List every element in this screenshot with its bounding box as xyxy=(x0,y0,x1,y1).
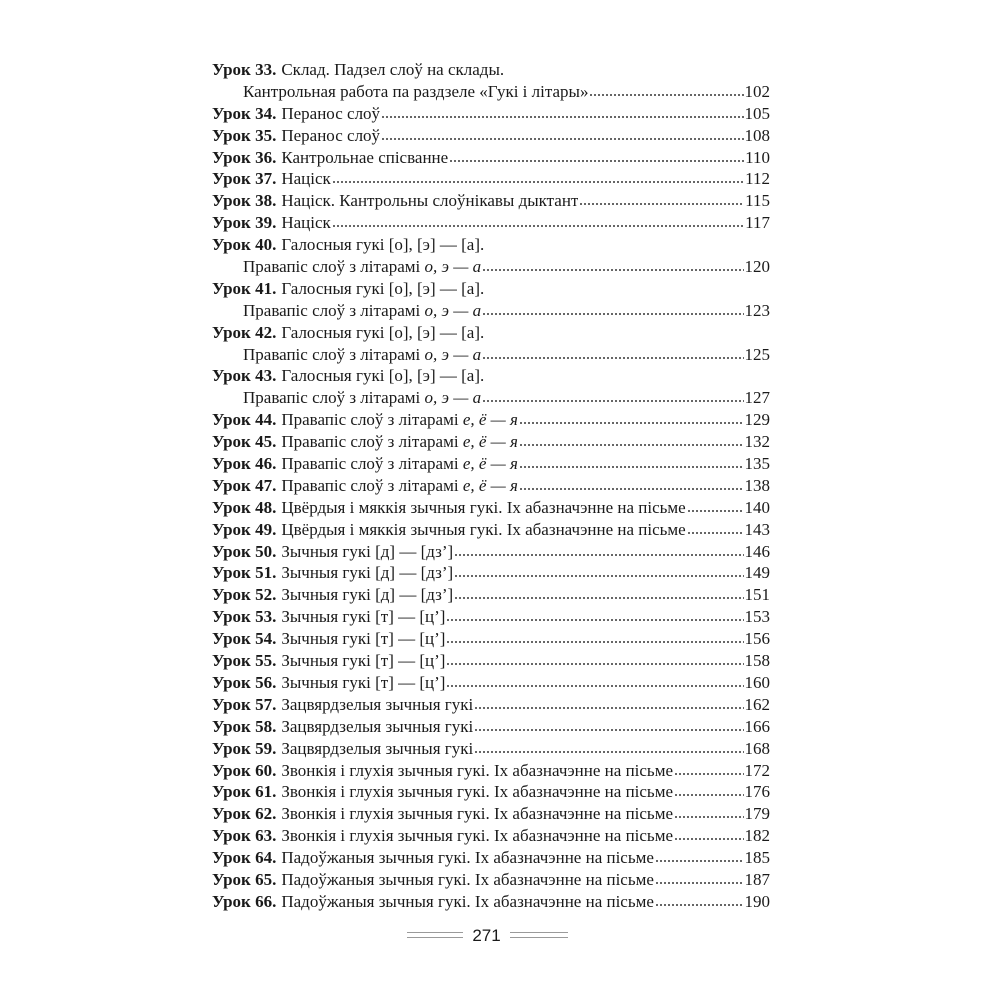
toc-entry xyxy=(212,606,770,628)
lesson-title-text: Правапіс слоў з літарамі xyxy=(281,410,459,430)
toc-entry xyxy=(212,190,770,212)
lesson-number: Урок 41. xyxy=(212,278,277,298)
page-ref: 112 xyxy=(745,169,770,189)
toc-entry xyxy=(212,147,770,169)
toc-entry xyxy=(212,475,770,497)
lesson-title-letters: е, ё — я xyxy=(462,410,518,430)
lesson-number: Урок 53. xyxy=(212,607,277,627)
toc-entry xyxy=(212,694,770,716)
lesson-title-text: Кантрольнае спісванне xyxy=(281,147,449,167)
lesson-title xyxy=(281,234,484,256)
lesson-number: Урок 60. xyxy=(212,760,277,780)
toc-entry xyxy=(212,738,770,760)
lesson-title xyxy=(281,409,518,431)
lesson-title xyxy=(281,650,445,672)
page-number: 271 xyxy=(472,926,501,945)
page-ref: 149 xyxy=(744,563,770,583)
dot-leader xyxy=(454,574,743,578)
lesson-title-text: Зацвярдзелыя зычныя гукі xyxy=(281,738,474,758)
toc-entry xyxy=(212,847,770,869)
toc-entry xyxy=(212,803,770,825)
page-ref: 108 xyxy=(744,125,770,145)
toc-entry xyxy=(212,891,770,913)
lesson-title xyxy=(281,891,654,913)
lesson-number: Урок 39. xyxy=(212,213,277,233)
lesson-title xyxy=(281,781,673,803)
lesson-title-text: Галосныя гукі [о], [э] — [а]. xyxy=(281,366,485,386)
lesson-title-letters: е, ё — я xyxy=(462,432,518,452)
page-ref: 151 xyxy=(744,585,770,605)
lesson-title xyxy=(281,365,484,387)
page-ref: 190 xyxy=(744,891,770,911)
toc-entry xyxy=(212,497,770,519)
lesson-title xyxy=(281,847,654,869)
lesson-title xyxy=(281,584,453,606)
toc-entry xyxy=(212,716,770,738)
lesson-title xyxy=(243,344,481,366)
lesson-title xyxy=(243,81,588,103)
dot-leader xyxy=(687,531,744,535)
page-ref: 102 xyxy=(744,81,770,101)
lesson-title-text: Зычныя гукі [д] — [дз’] xyxy=(281,585,454,605)
lesson-number: Урок 43. xyxy=(212,366,277,386)
lesson-title-text: Зычныя гукі [т] — [ц’] xyxy=(281,672,446,692)
toc-entry xyxy=(212,300,770,322)
lesson-title xyxy=(281,147,448,169)
dot-leader xyxy=(474,750,743,754)
lesson-number: Урок 56. xyxy=(212,672,277,692)
page-ref: 115 xyxy=(745,191,770,211)
lesson-title-text: Націск. Кантрольны слоўнікавы дыктант xyxy=(281,191,579,211)
lesson-number: Урок 61. xyxy=(212,782,277,802)
page-ref: 127 xyxy=(744,388,770,408)
page-ref: 187 xyxy=(744,869,770,889)
lesson-title xyxy=(281,760,673,782)
lesson-title-text: Правапіс слоў з літарамі xyxy=(243,388,421,408)
page-ref: 117 xyxy=(745,213,770,233)
lesson-title xyxy=(281,431,518,453)
lesson-title-text: Правапіс слоў з літарамі xyxy=(243,344,421,364)
toc-entry xyxy=(212,825,770,847)
page-ref: 166 xyxy=(744,716,770,736)
lesson-title xyxy=(243,387,481,409)
page-ref: 162 xyxy=(744,694,770,714)
toc-entry xyxy=(212,781,770,803)
lesson-title-text: Перанос слоў xyxy=(281,125,381,145)
toc-entry xyxy=(212,409,770,431)
toc-entry xyxy=(212,869,770,891)
lesson-title xyxy=(281,541,453,563)
lesson-number: Урок 50. xyxy=(212,541,277,561)
dot-leader xyxy=(332,180,744,184)
lesson-title xyxy=(281,825,673,847)
dot-leader xyxy=(482,399,743,403)
lesson-title-text: Правапіс слоў з літарамі xyxy=(281,454,459,474)
dot-leader xyxy=(446,684,743,688)
lesson-title xyxy=(281,562,453,584)
lesson-title xyxy=(243,256,481,278)
lesson-number: Урок 51. xyxy=(212,563,277,583)
dot-leader xyxy=(519,487,744,491)
page-ref: 153 xyxy=(744,607,770,627)
lesson-title-text: Галосныя гукі [о], [э] — [а]. xyxy=(281,322,485,342)
lesson-title xyxy=(281,694,473,716)
dot-leader xyxy=(482,356,743,360)
toc-entry xyxy=(212,322,770,344)
toc-entry xyxy=(212,125,770,147)
lesson-title-text: Звонкія і глухія зычныя гукі. Іх абазначэнне на пісьме xyxy=(281,782,673,802)
lesson-number: Урок 66. xyxy=(212,891,277,911)
dot-leader xyxy=(446,662,743,666)
dot-leader xyxy=(454,596,743,600)
lesson-title-text: Звонкія і глухія зычныя гукі. Іх абазначэнне на пісьме xyxy=(281,826,673,846)
lesson-title xyxy=(281,190,578,212)
lesson-number: Урок 37. xyxy=(212,169,277,189)
lesson-title-text: Падоўжаныя зычныя гукі. Іх абазначэнне на пісьме xyxy=(281,891,654,911)
dot-leader xyxy=(474,706,743,710)
page-ref: 160 xyxy=(744,672,770,692)
lesson-number: Урок 65. xyxy=(212,869,277,889)
page-ref: 125 xyxy=(744,344,770,364)
lesson-title-letters: е, ё — я xyxy=(462,454,518,474)
dot-leader xyxy=(674,815,744,819)
page-ref: 140 xyxy=(744,497,770,517)
lesson-title xyxy=(281,59,504,81)
page-ref: 182 xyxy=(744,826,770,846)
table-of-contents xyxy=(212,59,770,913)
lesson-number: Урок 34. xyxy=(212,103,277,123)
lesson-number: Урок 44. xyxy=(212,410,277,430)
dot-leader xyxy=(381,115,743,119)
lesson-title-text: Склад. Падзел слоў на склады. xyxy=(281,60,505,79)
toc-entry xyxy=(212,628,770,650)
lesson-number: Урок 45. xyxy=(212,432,277,452)
footer-rule-left xyxy=(407,932,463,938)
dot-leader xyxy=(674,772,744,776)
lesson-title-text: Звонкія і глухія зычныя гукі. Іх абазначэнне на пісьме xyxy=(281,760,673,780)
toc-entry xyxy=(212,562,770,584)
lesson-title-text: Галосныя гукі [о], [э] — [а]. xyxy=(281,235,485,255)
lesson-title xyxy=(281,453,518,475)
toc-entry xyxy=(212,584,770,606)
toc-entry xyxy=(212,81,770,103)
lesson-title xyxy=(281,716,473,738)
lesson-title xyxy=(281,212,330,234)
dot-leader xyxy=(519,443,744,447)
lesson-title xyxy=(281,125,380,147)
lesson-title-text: Падоўжаныя зычныя гукі. Іх абазначэнне на пісьме xyxy=(281,869,654,889)
lesson-title xyxy=(281,606,445,628)
dot-leader xyxy=(519,465,744,469)
dot-leader xyxy=(655,903,744,907)
page-ref: 185 xyxy=(744,848,770,868)
toc-entry xyxy=(212,672,770,694)
dot-leader xyxy=(579,202,744,206)
dot-leader xyxy=(674,837,744,841)
toc-entry xyxy=(212,453,770,475)
lesson-title-text: Звонкія і глухія зычныя гукі. Іх абазначэнне на пісьме xyxy=(281,804,673,824)
lesson-title-text: Зычныя гукі [д] — [дз’] xyxy=(281,563,454,583)
toc-entry xyxy=(212,650,770,672)
lesson-title-text: Зычныя гукі [т] — [ц’] xyxy=(281,651,446,671)
dot-leader xyxy=(655,881,744,885)
page-ref: 158 xyxy=(744,651,770,671)
lesson-title-text: Цвёрдыя і мяккія зычныя гукі. Іх абазначэнне на пісьме xyxy=(281,497,686,517)
page-ref: 156 xyxy=(744,629,770,649)
dot-leader xyxy=(454,553,743,557)
lesson-number: Урок 62. xyxy=(212,804,277,824)
lesson-number: Урок 35. xyxy=(212,125,277,145)
lesson-title xyxy=(281,278,484,300)
lesson-title-text: Правапіс слоў з літарамі xyxy=(281,475,459,495)
toc-entry xyxy=(212,168,770,190)
toc-entry xyxy=(212,519,770,541)
lesson-number: Урок 33. xyxy=(212,60,277,79)
lesson-title xyxy=(281,475,518,497)
lesson-title-letters: о, э — а xyxy=(424,257,482,277)
lesson-number: Урок 46. xyxy=(212,454,277,474)
lesson-title-text: Націск xyxy=(281,169,331,189)
dot-leader xyxy=(446,640,743,644)
toc-entry xyxy=(212,387,770,409)
dot-leader xyxy=(449,159,744,163)
dot-leader xyxy=(446,618,743,622)
toc-entry xyxy=(212,212,770,234)
lesson-title xyxy=(281,628,445,650)
toc-entry xyxy=(212,256,770,278)
lesson-title xyxy=(281,803,673,825)
lesson-title-text: Цвёрдыя і мяккія зычныя гукі. Іх абазначэнне на пісьме xyxy=(281,519,686,539)
page-ref: 138 xyxy=(744,475,770,495)
lesson-number: Урок 55. xyxy=(212,651,277,671)
dot-leader xyxy=(655,859,744,863)
lesson-title-text: Кантрольная работа па раздзеле «Гукі і літары» xyxy=(243,81,589,101)
page-ref: 176 xyxy=(744,782,770,802)
toc-entry xyxy=(212,541,770,563)
dot-leader xyxy=(589,93,743,97)
page-ref: 105 xyxy=(744,103,770,123)
lesson-number: Урок 54. xyxy=(212,629,277,649)
lesson-title xyxy=(281,672,445,694)
toc-entry xyxy=(212,431,770,453)
dot-leader xyxy=(332,224,744,228)
lesson-number: Урок 59. xyxy=(212,738,277,758)
lesson-title-text: Правапіс слоў з літарамі xyxy=(243,300,421,320)
page-ref: 143 xyxy=(744,519,770,539)
dot-leader xyxy=(674,793,744,797)
lesson-title xyxy=(281,738,473,760)
lesson-number: Урок 47. xyxy=(212,475,277,495)
page-ref: 135 xyxy=(744,454,770,474)
lesson-title xyxy=(281,103,380,125)
lesson-number: Урок 48. xyxy=(212,497,277,517)
lesson-title xyxy=(281,168,330,190)
lesson-title-letters: о, э — а xyxy=(424,300,482,320)
page-ref: 129 xyxy=(744,410,770,430)
dot-leader xyxy=(482,268,743,272)
lesson-title-text: Зычныя гукі [т] — [ц’] xyxy=(281,607,446,627)
lesson-title xyxy=(281,322,484,344)
lesson-number: Урок 63. xyxy=(212,826,277,846)
lesson-number: Урок 57. xyxy=(212,694,277,714)
toc-entry xyxy=(212,344,770,366)
lesson-title xyxy=(281,497,685,519)
lesson-title xyxy=(281,869,654,891)
page-footer xyxy=(0,924,1000,948)
dot-leader xyxy=(381,137,743,141)
lesson-title-text: Галосныя гукі [о], [э] — [а]. xyxy=(281,278,485,298)
lesson-title-text: Перанос слоў xyxy=(281,103,381,123)
toc-entry xyxy=(212,760,770,782)
lesson-number: Урок 38. xyxy=(212,191,277,211)
dot-leader xyxy=(687,509,744,513)
page-ref: 168 xyxy=(744,738,770,758)
lesson-number: Урок 36. xyxy=(212,147,277,167)
lesson-title-text: Зычныя гукі [д] — [дз’] xyxy=(281,541,454,561)
lesson-title-letters: о, э — а xyxy=(424,344,482,364)
page-ref: 123 xyxy=(744,300,770,320)
lesson-number: Урок 40. xyxy=(212,235,277,255)
lesson-title-letters: о, э — а xyxy=(424,388,482,408)
page-ref: 132 xyxy=(744,432,770,452)
lesson-number: Урок 49. xyxy=(212,519,277,539)
page-ref: 172 xyxy=(744,760,770,780)
toc-entry xyxy=(212,59,770,81)
lesson-title-text: Правапіс слоў з літарамі xyxy=(243,257,421,277)
lesson-title-text: Націск xyxy=(281,213,331,233)
lesson-title-text: Зацвярдзелыя зычныя гукі xyxy=(281,694,474,714)
lesson-number: Урок 64. xyxy=(212,848,277,868)
lesson-title-text: Зычныя гукі [т] — [ц’] xyxy=(281,629,446,649)
lesson-title-text: Зацвярдзелыя зычныя гукі xyxy=(281,716,474,736)
page-ref: 120 xyxy=(744,257,770,277)
page-ref: 179 xyxy=(744,804,770,824)
toc-entry xyxy=(212,278,770,300)
toc-entry xyxy=(212,103,770,125)
lesson-number: Урок 58. xyxy=(212,716,277,736)
page-ref: 110 xyxy=(745,147,770,167)
lesson-title-letters: е, ё — я xyxy=(462,475,518,495)
toc-entry xyxy=(212,234,770,256)
dot-leader xyxy=(482,312,743,316)
lesson-number: Урок 42. xyxy=(212,322,277,342)
dot-leader xyxy=(519,421,744,425)
dot-leader xyxy=(474,728,743,732)
lesson-title-text: Правапіс слоў з літарамі xyxy=(281,432,459,452)
page-ref: 146 xyxy=(744,541,770,561)
footer-rule-right xyxy=(510,932,568,938)
toc-entry xyxy=(212,365,770,387)
lesson-title-text: Падоўжаныя зычныя гукі. Іх абазначэнне на пісьме xyxy=(281,848,654,868)
lesson-title xyxy=(243,300,481,322)
lesson-number: Урок 52. xyxy=(212,585,277,605)
lesson-title xyxy=(281,519,685,541)
